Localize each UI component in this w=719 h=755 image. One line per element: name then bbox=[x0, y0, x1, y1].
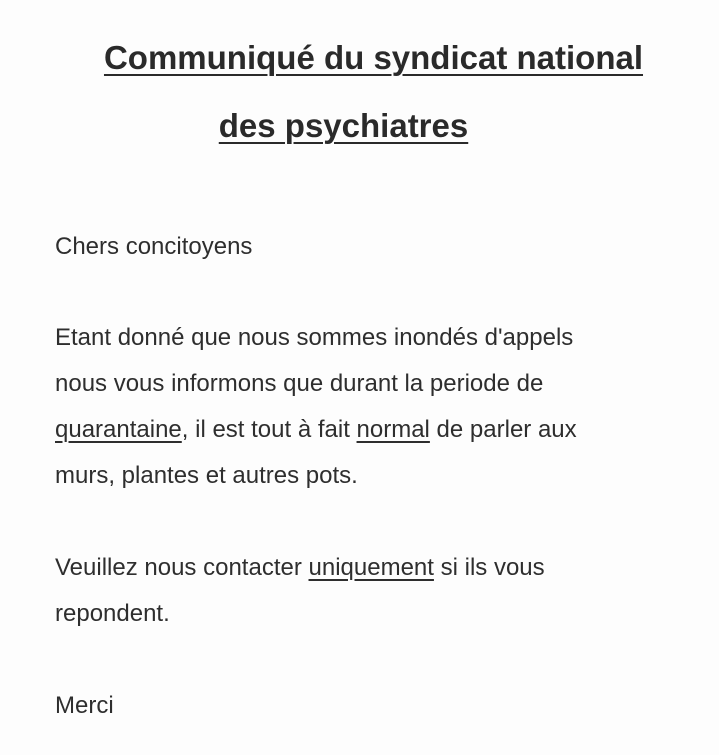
paragraph-2-line-1-text-1: Veuillez nous contacter bbox=[55, 554, 309, 581]
paragraph-1-line-3-text-2: de parler aux bbox=[429, 416, 577, 443]
underlined-word-quarantaine: quarantaine bbox=[55, 416, 182, 443]
paragraph-1-line-3 bbox=[55, 407, 577, 453]
underlined-word-normal: normal bbox=[356, 416, 430, 443]
paragraph-1-line-2: nous vous informons que durant la periode de bbox=[55, 370, 544, 397]
document-title-line-1: Communiqué du syndicat national bbox=[103, 39, 644, 76]
paragraph-1-line-3-text-1: , il est tout à fait bbox=[181, 416, 357, 443]
paragraph-2-line-1-text-2: si ils vous bbox=[433, 554, 545, 581]
underlined-word-uniquement: uniquement bbox=[308, 554, 434, 581]
paragraph-2-line-1 bbox=[55, 545, 545, 591]
document-title-line-2: des psychiatres bbox=[218, 107, 469, 144]
paragraph-1-line-1: Etant donné que nous sommes inondés d'appels bbox=[55, 324, 574, 351]
paragraph-2-line-2: repondent. bbox=[55, 600, 170, 627]
paragraph-1-line-4: murs, plantes et autres pots. bbox=[55, 462, 358, 489]
closing: Merci bbox=[55, 692, 114, 719]
greeting: Chers concitoyens bbox=[55, 233, 253, 260]
